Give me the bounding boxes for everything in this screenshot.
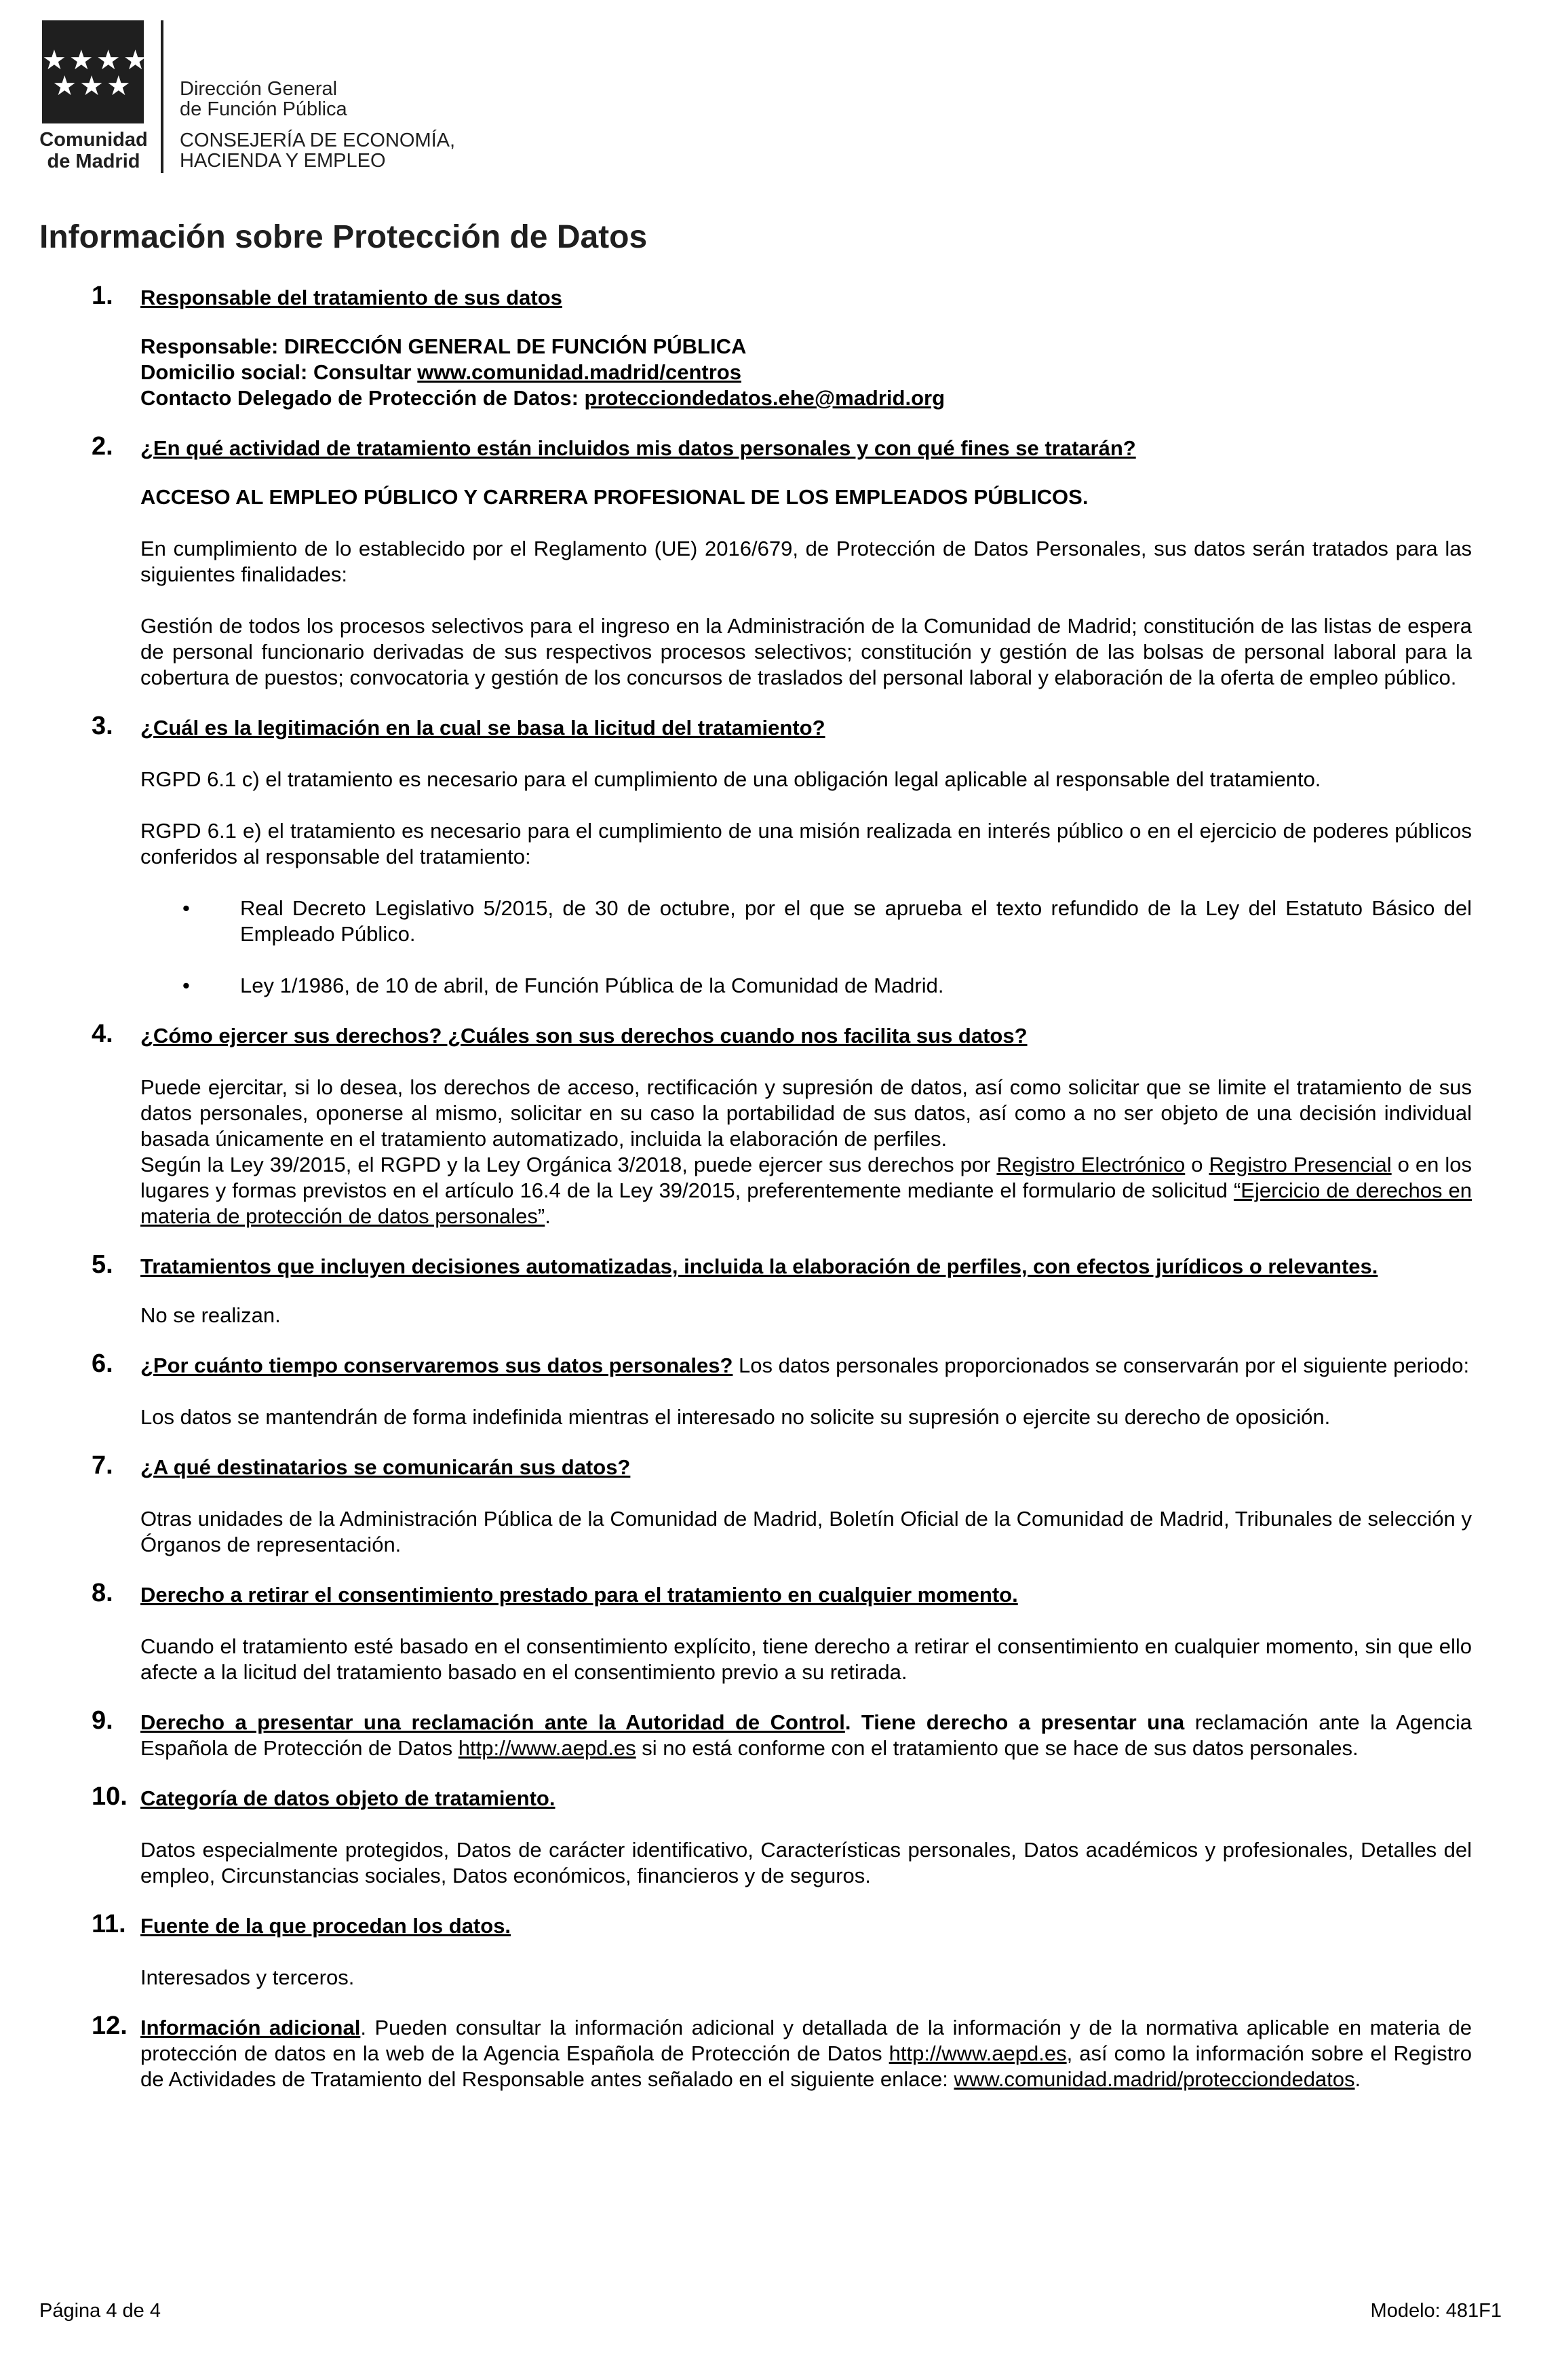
section-12 bbox=[92, 2012, 1472, 2092]
page-number: Página 4 de 4 bbox=[39, 2300, 161, 2322]
text: , así como la información sobre el Registro de Actividades de Tratamiento del Responsable antes señalado en el siguiente enlace: bbox=[140, 2041, 1472, 2091]
paragraph: RGPD 6.1 c) el tratamiento es necesario para el cumplimiento de una obligación legal aplicable al responsable del tratamiento. bbox=[140, 767, 1321, 791]
paragraph: RGPD 6.1 e) el tratamiento es necesario para el cumplimiento de una misión realizada en interés público o en el ejercicio de poderes públicos conferidos al responsable del tratamiento: bbox=[140, 819, 1472, 868]
paragraph: Los datos se mantendrán de forma indefinida mientras el interesado no solicite su supresión o ejercite su derecho de oposición. bbox=[140, 1405, 1331, 1429]
responsable-line: Responsable: DIRECCIÓN GENERAL DE FUNCIÓN PÚBLICA bbox=[140, 334, 747, 358]
aepd-link[interactable]: http://www.aepd.es bbox=[458, 1736, 636, 1760]
section-heading: Tratamientos que incluyen decisiones automatizadas, incluida la elaboración de perfiles, con efectos jurídicos o relevantes. bbox=[140, 1254, 1378, 1278]
proteccion-datos-link[interactable]: www.comunidad.madrid/protecciondedatos bbox=[954, 2067, 1355, 2091]
section-heading: ¿Por cuánto tiempo conservaremos sus datos personales? bbox=[140, 1354, 733, 1377]
section-7 bbox=[92, 1451, 1472, 1558]
section-heading: ¿A qué destinatarios se comunicarán sus datos? bbox=[140, 1455, 631, 1479]
logo-line-2: de Madrid bbox=[47, 151, 140, 172]
section-number: 1. bbox=[92, 282, 113, 310]
section-heading: Información adicional bbox=[140, 2016, 361, 2039]
aepd-link[interactable]: http://www.aepd.es bbox=[889, 2041, 1067, 2065]
text: . bbox=[1354, 2067, 1361, 2091]
dpd-email-link[interactable]: protecciondedatos.ehe@madrid.org bbox=[584, 386, 945, 410]
text: o bbox=[1185, 1153, 1209, 1176]
section-heading: Responsable del tratamiento de sus datos bbox=[140, 286, 562, 309]
model-code: Modelo: 481F1 bbox=[1370, 2300, 1502, 2322]
text: . Pueden consultar la información adicional y detallada de la información y de la normativa aplicable en materia de protección de datos en la web de la Agencia Española de Protección de Datos bbox=[140, 2016, 1472, 2065]
section-6 bbox=[92, 1349, 1472, 1430]
paragraph: Otras unidades de la Administración Pública de la Comunidad de Madrid, Boletín Oficial de la Comunidad de Madrid, Tribunales de selección y Órganos de representación. bbox=[140, 1507, 1472, 1556]
section-number: 10. bbox=[92, 1782, 128, 1811]
section-heading: Derecho a retirar el consentimiento prestado para el tratamiento en cualquier momento. bbox=[140, 1583, 1018, 1607]
header-divider bbox=[161, 20, 163, 173]
list-item: • Real Decreto Legislativo 5/2015, de 30 de octubre, por el que se aprueba el texto refundido de la Ley del Estatuto Básico del Empleado Público. bbox=[140, 896, 1472, 947]
section-11 bbox=[92, 1910, 1472, 1991]
org-line-4: HACIENDA Y EMPLEO bbox=[180, 150, 386, 172]
text: . bbox=[545, 1204, 551, 1228]
list-item: • Ley 1/1986, de 10 de abril, de Función Pública de la Comunidad de Madrid. bbox=[140, 973, 1472, 999]
activity-title: ACCESO AL EMPLEO PÚBLICO Y CARRERA PROFESIONAL DE LOS EMPLEADOS PÚBLICOS. bbox=[140, 485, 1089, 509]
section-number: 7. bbox=[92, 1451, 113, 1480]
paragraph: Gestión de todos los procesos selectivos para el ingreso en la Administración de la Comunidad de Madrid; constitución de las listas de espera de personal funcionario derivadas de sus respectivos procesos selectivos; constitución y gestión de las bolsas de personal laboral para la cobertura de puestos; convocatoria y gestión de los concursos de traslados del personal laboral y elaboración de la oferta de empleo público. bbox=[140, 614, 1472, 689]
text: si no está conforme con el tratamiento que se hace de sus datos personales. bbox=[636, 1736, 1359, 1760]
section-number: 8. bbox=[92, 1579, 113, 1607]
section-2 bbox=[92, 432, 1472, 691]
org-line-2: de Función Pública bbox=[180, 98, 347, 120]
section-10 bbox=[92, 1782, 1472, 1889]
section-8 bbox=[92, 1579, 1472, 1685]
section-heading: ¿Cómo ejercer sus derechos? ¿Cuáles son sus derechos cuando nos facilita sus datos? bbox=[140, 1024, 1028, 1048]
section-3 bbox=[92, 712, 1472, 999]
section-heading: ¿En qué actividad de tratamiento están incluidos mis datos personales y con qué fines se tratarán? bbox=[140, 436, 1136, 460]
section-heading: Categoría de datos objeto de tratamiento. bbox=[140, 1786, 555, 1810]
logo-stars-icon: ★★★★ ★★★ bbox=[42, 45, 151, 101]
registro-presencial-link[interactable]: Registro Presencial bbox=[1209, 1153, 1392, 1176]
section-number: 2. bbox=[92, 432, 113, 461]
registro-electronico-link[interactable]: Registro Electrónico bbox=[996, 1153, 1186, 1176]
paragraph: Puede ejercitar, si lo desea, los derechos de acceso, rectificación y supresión de datos, así como solicitar que se limite el tratamiento de sus datos personales, oponerse al mismo, solicitar en su caso la portabilidad de sus datos, así como a no ser objeto de una decisión individual basada únicamente en el tratamiento automatizado, incluida la elaboración de perfiles. bbox=[140, 1075, 1472, 1151]
text: o en los lugares y formas previstos en el artículo 16.4 de la Ley 39/2015, preferentemente mediante el formulario de solicitud bbox=[140, 1153, 1472, 1202]
section-number: 12. bbox=[92, 2012, 128, 2040]
logo-text bbox=[39, 129, 148, 172]
paragraph: Datos especialmente protegidos, Datos de carácter identificativo, Características personales, Datos académicos y profesionales, Detalles del empleo, Circunstancias sociales, Datos económicos, financieros y de seguros. bbox=[140, 1838, 1472, 1887]
domicilio-label: Domicilio social: Consultar bbox=[140, 360, 418, 384]
organization-block bbox=[180, 79, 455, 171]
text: . Tiene derecho a presentar una bbox=[844, 1710, 1185, 1734]
section-heading: ¿Cuál es la legitimación en la cual se basa la licitud del tratamiento? bbox=[140, 716, 825, 740]
paragraph: Cuando el tratamiento esté basado en el consentimiento explícito, tiene derecho a retirar el consentimiento en cualquier momento, sin que ello afecte a la licitud del tratamiento basado en el consentimiento previo a su retirada. bbox=[140, 1634, 1472, 1684]
section-number: 5. bbox=[92, 1250, 113, 1279]
section-1 bbox=[92, 282, 1472, 411]
section-number: 11. bbox=[92, 1910, 126, 1938]
contacto-label: Contacto Delegado de Protección de Datos: bbox=[140, 386, 585, 410]
section-number: 4. bbox=[92, 1020, 113, 1048]
section-5 bbox=[92, 1250, 1472, 1328]
section-number: 3. bbox=[92, 712, 113, 740]
paragraph: Interesados y terceros. bbox=[140, 1965, 355, 1989]
paragraph: En cumplimiento de lo establecido por el Reglamento (UE) 2016/679, de Protección de Datos Personales, sus datos serán tratados para las siguientes finalidades: bbox=[140, 537, 1472, 586]
org-line-1: Dirección General bbox=[180, 78, 338, 100]
org-line-3: CONSEJERÍA DE ECONOMÍA, bbox=[180, 130, 456, 151]
text: Los datos personales proporcionados se conservarán por el siguiente periodo: bbox=[733, 1354, 1470, 1377]
legal-basis-list bbox=[140, 896, 1472, 999]
text: Según la Ley 39/2015, el RGPD y la Ley Orgánica 3/2018, puede ejercer sus derechos por bbox=[140, 1153, 997, 1176]
logo-line-1: Comunidad bbox=[39, 129, 148, 151]
document-body bbox=[92, 282, 1472, 2092]
section-number: 9. bbox=[92, 1706, 113, 1735]
section-heading: Fuente de la que procedan los datos. bbox=[140, 1914, 511, 1938]
paragraph: No se realizan. bbox=[140, 1303, 281, 1327]
section-number: 6. bbox=[92, 1349, 113, 1378]
section-heading: Derecho a presentar una reclamación ante la Autoridad de Control bbox=[140, 1710, 845, 1734]
section-9 bbox=[92, 1706, 1472, 1761]
formulario-derechos-link[interactable]: “Ejercicio de derechos en materia de protección de datos personales” bbox=[140, 1178, 1472, 1228]
page-title: Información sobre Protección de Datos bbox=[39, 219, 648, 255]
centros-link[interactable]: www.comunidad.madrid/centros bbox=[417, 360, 741, 384]
section-4 bbox=[92, 1020, 1472, 1229]
text: reclamación ante la Agencia Española de Protección de Datos bbox=[140, 1710, 1472, 1760]
